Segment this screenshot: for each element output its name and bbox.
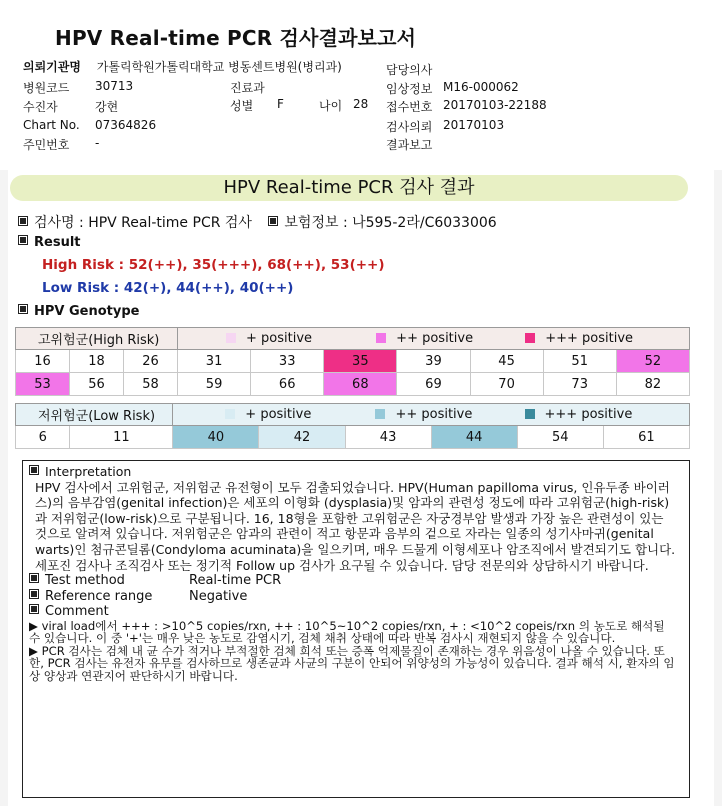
genotype-heading: HPV Genotype (34, 304, 140, 319)
legend-label: ++ positive (396, 331, 474, 346)
test-method-label: Test method (45, 573, 125, 589)
genotype-cell-82: 82 (616, 373, 689, 396)
legend-label: ++ positive (395, 407, 473, 422)
section-title: HPV Real-time PCR 검사 결과 (223, 177, 475, 198)
department-label: 진료과 (230, 81, 265, 95)
high-risk-legend (178, 328, 690, 350)
high-risk-title: 고위험군(High Risk) (16, 328, 178, 350)
genotype-cell-33: 33 (251, 350, 324, 373)
legend-swatch-2plus (376, 333, 386, 343)
genotype-cell-6: 6 (16, 426, 70, 449)
genotype-cell-51: 51 (543, 350, 616, 373)
resident-label: 주민번호 (23, 138, 70, 152)
age-value: 28 (353, 97, 369, 111)
genotype-cell-73: 73 (543, 373, 616, 396)
institution-value: 가톨릭학원가톨릭대학교 병동센트 (96, 60, 275, 74)
genotype-cell-59: 59 (178, 373, 251, 396)
institution-row (23, 58, 342, 75)
result-heading-row (18, 235, 81, 250)
legend-label: + positive (245, 407, 312, 422)
legend-label: +++ positive (544, 407, 633, 422)
low-risk-genotype-table (15, 403, 690, 449)
receipt-label: 접수번호 (386, 100, 433, 114)
sex-value: F (277, 97, 284, 111)
report-title: HPV Real-time PCR 검사결과보고서 (55, 26, 417, 50)
chart-label: Chart No. (23, 118, 80, 132)
comment-1: ▶ viral load에서 +++ : >10^5 copies/rxn, ++ : 10^5~10^2 copies/rxn, + : <10^2 copeis/rxn 의 농도로 해석될 수 있습니다. 이 중 '+'는 매우 낮은 농도로 감염시기, 검체 채취 상태에 따라 반복 검사시 재현되지 않을 수 있습니다. (29, 618, 665, 646)
genotype-cell-26: 26 (124, 350, 178, 373)
high-risk-row-2 (16, 373, 690, 396)
report-label: 결과보고 (386, 138, 433, 152)
request-label: 검사의뢰 (386, 120, 433, 134)
interpretation-box (22, 460, 690, 798)
genotype-cell-31: 31 (178, 350, 251, 373)
genotype-cell-54: 54 (517, 426, 603, 449)
legend-swatch-3plus (525, 409, 535, 419)
genotype-cell-45: 45 (470, 350, 543, 373)
chart-value: 07364826 (95, 118, 157, 132)
genotype-cell-68: 68 (324, 373, 397, 396)
low-risk-header-row (16, 404, 690, 426)
resident-value: - (95, 136, 100, 150)
hospital-code-label: 병원코드 (23, 81, 70, 95)
test-method-value: Real-time PCR (189, 573, 282, 589)
genotype-cell-18: 18 (70, 350, 124, 373)
reference-range-value: Negative (189, 588, 248, 604)
high-risk-summary: High Risk : 52(++), 35(+++), 68(++), 53(++) (42, 257, 385, 273)
genotype-cell-52: 52 (616, 350, 689, 373)
genotype-cell-39: 39 (397, 350, 470, 373)
genotype-cell-42: 42 (259, 426, 345, 449)
low-risk-legend (173, 404, 690, 426)
bullet-icon (29, 604, 39, 614)
clinical-info-label: 임상정보 (386, 82, 433, 96)
low-risk-summary: Low Risk : 42(+), 44(++), 40(++) (42, 280, 294, 296)
interpretation-heading: Interpretation (45, 464, 132, 479)
genotype-cell-70: 70 (470, 373, 543, 396)
age-label: 나이 (319, 99, 343, 113)
receipt-value: 20170103-22188 (443, 98, 547, 112)
bullet-icon (18, 304, 28, 314)
bullet-icon (29, 589, 39, 599)
hospital-suffix: 병원(병리과) (274, 60, 342, 74)
genotype-cell-61: 61 (603, 426, 689, 449)
reference-range-label: Reference range (45, 588, 153, 604)
bullet-icon (18, 235, 28, 245)
reference-range-row (29, 589, 679, 605)
insurance-info: 보험정보 : 나595-2라/C6033006 (284, 215, 497, 231)
legend-swatch-1plus (225, 409, 235, 419)
high-risk-header-row (16, 328, 690, 350)
legend-swatch-2plus (375, 409, 385, 419)
doctor-label: 담당의사 (386, 63, 433, 77)
genotype-cell-66: 66 (251, 373, 324, 396)
request-value: 20170103 (443, 118, 505, 132)
bullet-icon (29, 465, 39, 475)
result-heading: Result (34, 235, 81, 250)
legend-swatch-1plus (226, 333, 236, 343)
legend-label: +++ positive (545, 331, 634, 346)
hospital-code-value: 30713 (95, 79, 134, 93)
report-header-area (0, 0, 722, 170)
high-risk-genotype-table (15, 327, 690, 396)
clinical-info-value: M16-000062 (443, 80, 519, 94)
genotype-cell-58: 58 (124, 373, 178, 396)
genotype-cell-16: 16 (16, 350, 70, 373)
genotype-cell-44: 44 (431, 426, 517, 449)
comment-heading-row (29, 604, 679, 620)
legend-label: + positive (246, 331, 313, 346)
bullet-icon (29, 573, 39, 583)
comment-heading: Comment (45, 604, 109, 620)
institution-label: 의뢰기관명 (23, 60, 81, 74)
genotype-cell-53: 53 (16, 373, 70, 396)
patient-label: 수진자 (23, 100, 58, 114)
high-risk-row-1 (16, 350, 690, 373)
genotype-heading-row (18, 304, 139, 319)
sex-label: 성별 (230, 99, 254, 113)
low-risk-title: 저위험군(Low Risk) (16, 404, 173, 426)
genotype-cell-40: 40 (173, 426, 259, 449)
test-method-row (29, 573, 679, 589)
interpretation-heading-row (29, 464, 679, 480)
interpretation-text: HPV 검사에서 고위험군, 저위험군 유전형이 모두 검출되었습니다. HPV(Human papilloma virus, 인유두종 바이러스)의 음부감염(genital infection)은 세포의 이형화 (dysplasia)및 암과의 관련성 정도에 따라 고위험군(high-risk)과 저위험군(low-risk)으로 구분됩니다. 16, 18형을 포함한 고위험군은 자궁경부암 발생과 가장 높은 관련성이 있는 것으로 알려져 있습니다. 저위험군은 암과의 관련이 적고 항문과 음부의 겉으로 자라는 일종의 성기사마귀(genital warts)인 첨규콘딜롬(Condyloma acuminata)을 일으키며, 매우 드물게 이형세포나 암조직에서 발견되기도 합니다. 세포진 검사나 조직검사 또는 정기적 Follow up 검사가 요구될 수 있습니다. 담당 전문의와 상담하시기 바랍니다. (35, 479, 676, 573)
interpretation-content (29, 464, 679, 682)
comment-2: ▶ PCR 검사는 검체 내 균 수가 적거나 부적절한 검체 희석 또는 증폭 억제물질이 존재하는 경우 위음성이 나올 수 있습니다. 또한, PCR 검사는 유전자 유무를 검사하므로 생존균과 사균의 구분이 안되어 위양성의 가능성이 있습니다. 결과 해석 시, 환자의 임상 양상과 연관지어 판단하시기 바랍니다. (29, 643, 675, 683)
bullet-icon (268, 216, 278, 226)
legend-swatch-3plus (525, 333, 535, 343)
patient-value: 강현 (95, 100, 119, 114)
genotype-cell-11: 11 (70, 426, 173, 449)
genotype-cell-35: 35 (324, 350, 397, 373)
genotype-cell-56: 56 (70, 373, 124, 396)
bullet-icon (18, 216, 28, 226)
low-risk-row (16, 426, 690, 449)
test-name-row (18, 212, 497, 232)
genotype-cell-69: 69 (397, 373, 470, 396)
genotype-cell-43: 43 (345, 426, 431, 449)
test-name: 검사명 : HPV Real-time PCR 검사 (34, 215, 252, 231)
